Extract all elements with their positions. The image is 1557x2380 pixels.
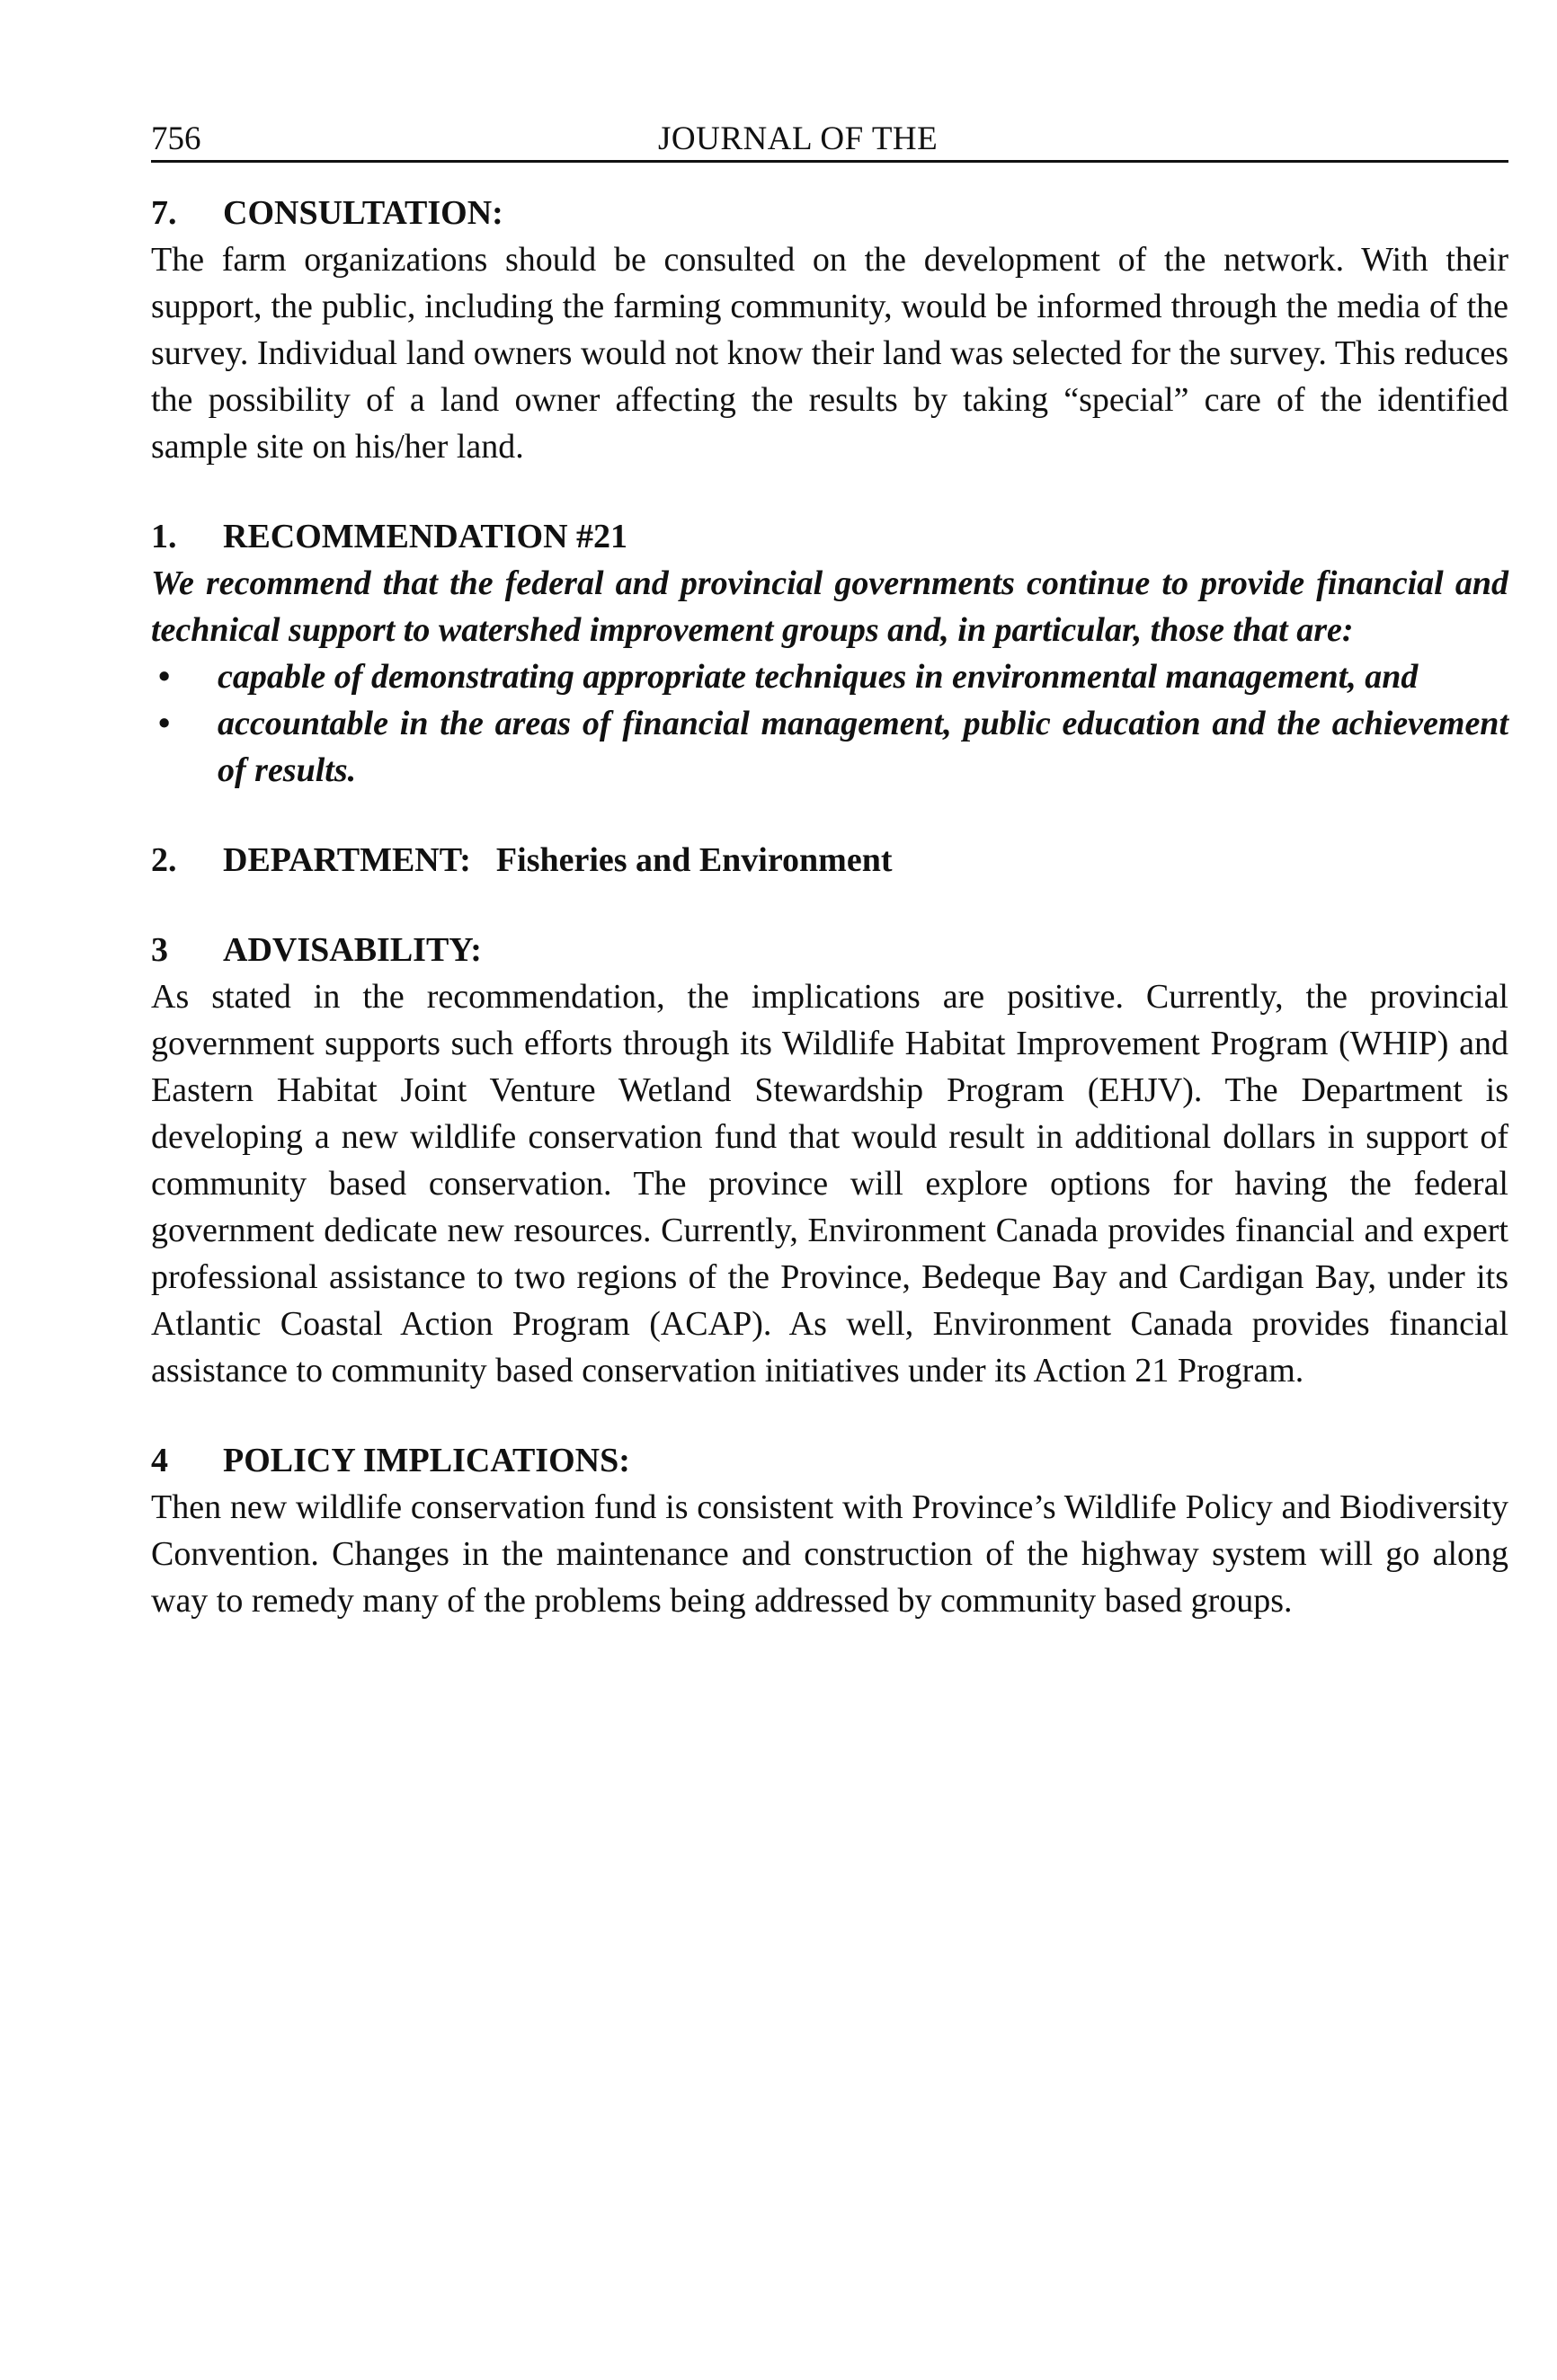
recommendation-title: RECOMMENDATION #21 (223, 518, 628, 555)
recommendation-section (151, 513, 1508, 794)
consultation-body: The farm organizations should be consulted on the development of the network. With their support, the public, including the farming community, would be informed through the media of the survey. Individual land owners would not know their land was selected for the survey. This reduces the possibility of a land owner affecting the results by taking “special” care of the identified sample site on his/her land. (151, 241, 1508, 466)
advisability-number: 3 (151, 931, 168, 969)
department-number: 2. (151, 841, 177, 879)
recommendation-bullet-item (151, 700, 1508, 794)
department-value: Fisheries and Environment (495, 841, 893, 879)
recommendation-bullet-text: capable of demonstrating appropriate techniques in environmental management, and (218, 658, 1419, 696)
policy-implications-title: POLICY IMPLICATIONS: (223, 1442, 630, 1479)
recommendation-bullet-text: accountable in the areas of financial management, public education and the achievement of results. (218, 705, 1508, 789)
running-head (151, 108, 1508, 163)
recommendation-heading (151, 513, 1508, 560)
recommendation-number: 1. (151, 518, 177, 555)
advisability-heading (151, 927, 1508, 973)
consultation-heading (151, 190, 1508, 236)
policy-implications-body: Then new wildlife conservation fund is consistent with Province’s Wildlife Policy and Biodiversity Convention. Changes in the maintenance and construction of the highway system will go along way to remedy many of the problems being addressed by community based groups. (151, 1488, 1508, 1620)
advisability-title: ADVISABILITY: (223, 931, 482, 969)
recommendation-bullet-list (151, 653, 1508, 794)
journal-page (151, 108, 1508, 1624)
department-section (151, 837, 1508, 884)
recommendation-intro: We recommend that the federal and provincial governments continue to provide financial and technical support to watershed improvement groups and, in particular, those that are: (151, 564, 1508, 649)
bullet-icon: • (158, 658, 171, 696)
advisability-section (151, 927, 1508, 1394)
policy-implications-section (151, 1437, 1508, 1624)
policy-implications-number: 4 (151, 1442, 168, 1479)
department-title: DEPARTMENT: (223, 841, 471, 879)
consultation-number: 7. (151, 194, 177, 232)
consultation-section (151, 190, 1508, 470)
page-number: 756 (151, 120, 201, 157)
advisability-body: As stated in the recommendation, the implications are positive. Currently, the provincial government supports such efforts through its Wildlife Habitat Improvement Program (WHIP) and Eastern Habitat Joint Venture Wetland Stewardship Program (EHJV). The Department is developing a new wildlife conservation fund that would result in additional dollars in support of community based conservation. The province will explore options for having the federal government dedicate new resources. Currently, Environment Canada provides financial and expert professional assistance to two regions of the Province, Bedeque Bay and Cardigan Bay, under its Atlantic Coastal Action Program (ACAP). As well, Environment Canada provides financial assistance to community based conservation initiatives under its Action 21 Program. (151, 978, 1508, 1390)
department-heading (151, 837, 1508, 884)
consultation-title: CONSULTATION: (223, 194, 503, 232)
bullet-icon: • (158, 705, 171, 742)
policy-implications-heading (151, 1437, 1508, 1484)
recommendation-bullet-item (151, 653, 1508, 700)
journal-title: JOURNAL OF THE (658, 120, 939, 157)
